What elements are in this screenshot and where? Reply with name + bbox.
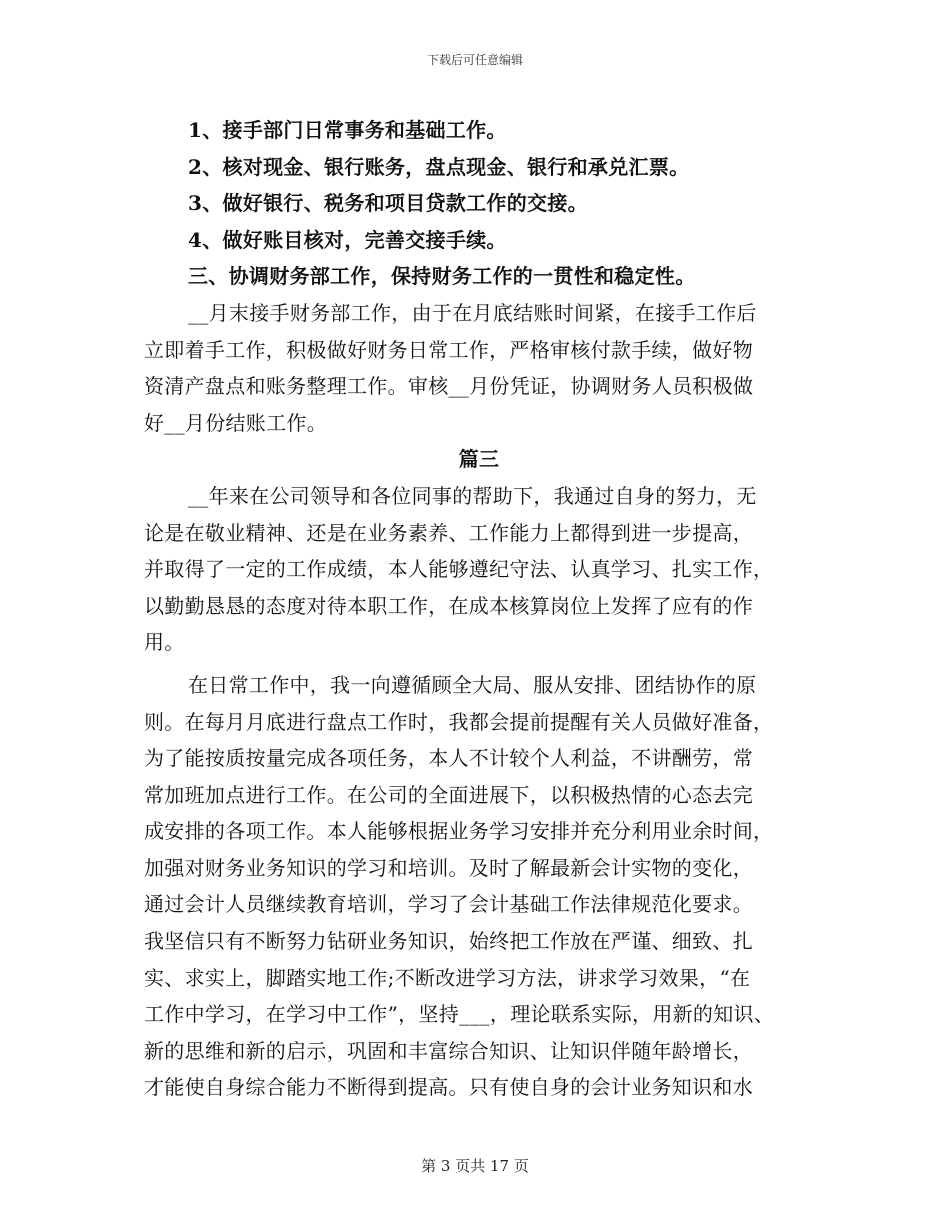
paragraph-line: 我坚信只有不断努力钻研业务知识，始终把工作放在严谨、细致、扎 (144, 929, 753, 954)
paragraph-line: 为了能按质按量完成各项任务，本人不计较个人利益，不讲酬劳，常 (144, 746, 753, 771)
paragraph-line: 成安排的各项工作。本人能够根据业务学习安排并充分利用业余时间， (144, 819, 774, 844)
paragraph-line: 好__月份结账工作。 (144, 410, 327, 435)
paragraph-line: 资清产盘点和账务整理工作。审核__月份凭证，协调财务人员积极做 (144, 374, 754, 399)
section-title: 篇三 (458, 447, 500, 472)
paragraph-line: 加强对财务业务知识的学习和培训。及时了解最新会计实物的变化， (144, 855, 753, 880)
paragraph-line: 工作中学习，在学习中工作”，坚持___，理论联系实际，用新的知识、 (144, 1002, 775, 1027)
paragraph-line: 通过会计人员继续教育培训，学习了会计基础工作法律规范化要求。 (144, 892, 753, 917)
paragraph-line: 在日常工作中，我一向遵循顾全大局、服从安排、团结协作的原 (188, 672, 757, 697)
list-item-4: 4、做好账目核对，完善交接手续。 (188, 227, 507, 252)
paragraph-line: 实、求实上，脚踏实地工作;不断改进学习方法，讲求学习效果，“在 (144, 965, 751, 990)
paragraph-line: 常加班加点进行工作。在公司的全面进展下，以积极热情的心态去完 (144, 782, 753, 807)
paragraph-line: __月末接手财务部工作，由于在月底结账时间紧，在接手工作后 (188, 300, 757, 325)
paragraph-line: 新的思维和新的启示，巩固和丰富综合知识、让知识伴随年龄增长， (144, 1038, 753, 1063)
list-item-1: 1、接手部门日常事务和基础工作。 (188, 118, 507, 142)
list-item-3: 3、做好银行、税务和项目贷款工作的交接。 (188, 191, 588, 216)
paragraph-line: 论是在敬业精神、还是在业务素养、工作能力上都得到进一步提高， (144, 520, 753, 545)
document-body (144, 112, 814, 1106)
paragraph-line: 才能使自身综合能力不断得到提高。只有使自身的会计业务知识和水 (144, 1075, 753, 1100)
page-header: 下载后可任意编辑 (426, 53, 523, 67)
paragraph-line: 以勤勤恳恳的态度对待本职工作，在成本核算岗位上发挥了应有的作 (144, 593, 753, 618)
paragraph-line: 用。 (144, 630, 185, 655)
paragraph-line: 则。在每月月底进行盘点工作时，我都会提前提醒有关人员做好准备， (144, 709, 774, 734)
paragraph-line: 并取得了一定的工作成绩，本人能够遵纪守法、认真学习、扎实工作， (144, 557, 774, 582)
page-footer: 第 3 页共 17 页 (421, 1157, 529, 1175)
paragraph-line: __年来在公司领导和各位同事的帮助下，我通过自身的努力，无 (188, 483, 757, 508)
list-item-2: 2、核对现金、银行账务，盘点现金、银行和承兑汇票。 (188, 154, 690, 179)
paragraph-line: 立即着手工作，积极做好财务日常工作，严格审核付款手续，做好物 (144, 337, 753, 362)
section-heading-3: 三、协调财务部工作，保持财务工作的一贯性和稳定性。 (188, 264, 696, 289)
